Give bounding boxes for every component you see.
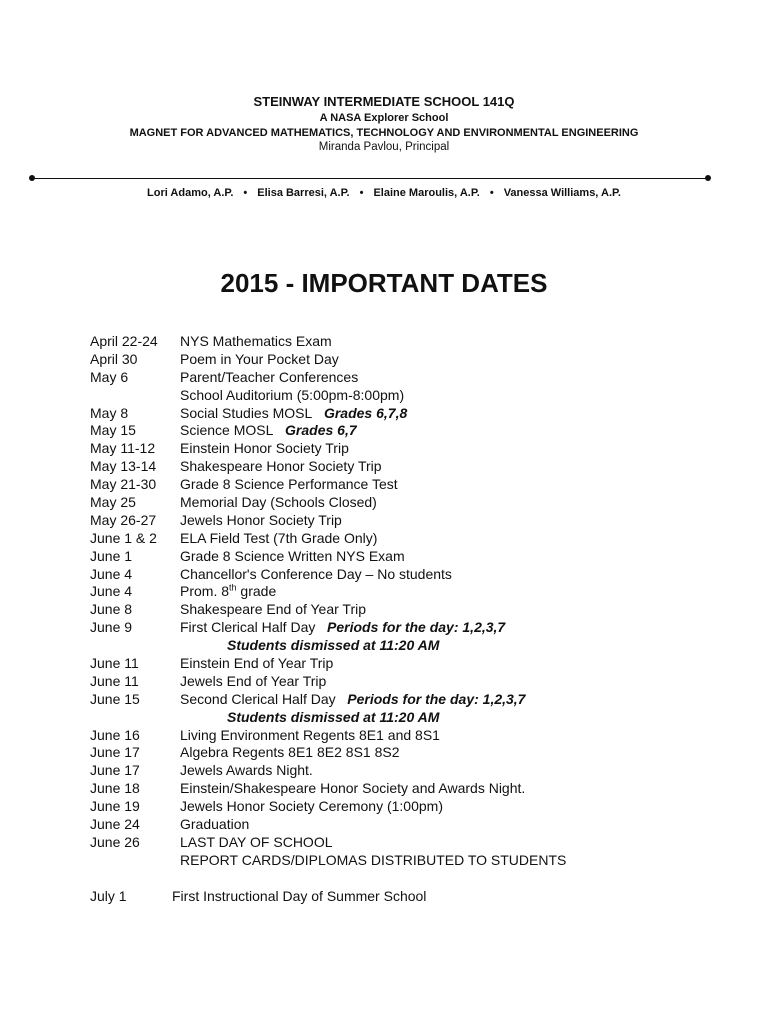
- bullet-separator: •: [243, 187, 248, 199]
- event-date: June 17: [90, 744, 140, 761]
- event-emphasis: Grades 6,7: [285, 422, 357, 439]
- list-item: [90, 548, 730, 566]
- page-title: 2015 - IMPORTANT DATES: [220, 268, 548, 298]
- event-description: Grade 8 Science Written NYS Exam: [180, 547, 405, 564]
- event-date: April 30: [90, 350, 138, 367]
- event-description: Prom. 8th grade: [180, 582, 277, 600]
- event-description: Chancellor's Conference Day – No students: [180, 565, 452, 582]
- event-description: ELA Field Test (7th Grade Only): [180, 529, 378, 546]
- event-description: NYS Mathematics Exam: [180, 333, 332, 349]
- event-description: School Auditorium (5:00pm-8:00pm): [180, 386, 405, 403]
- list-item: [90, 458, 730, 476]
- event-date: June 17: [90, 762, 140, 779]
- school-tagline: A NASA Explorer School: [319, 112, 449, 124]
- list-item: [90, 387, 730, 405]
- list-item: [90, 369, 730, 387]
- event-description: First Instructional Day of Summer School: [172, 887, 427, 904]
- event-description: Shakespeare Honor Society Trip: [180, 458, 382, 475]
- dates-list: [90, 333, 730, 906]
- list-item: [90, 798, 730, 816]
- list-item: [90, 566, 730, 584]
- event-date: June 11: [90, 672, 139, 689]
- event-description: Grade 8 Science Performance Test: [180, 476, 398, 493]
- list-item: [90, 351, 730, 369]
- event-date: June 18: [90, 780, 140, 797]
- ap-name: Elaine Maroulis, A.P.: [373, 187, 480, 199]
- list-item: [90, 333, 730, 351]
- ap-name: Vanessa Williams, A.P.: [503, 187, 621, 199]
- event-description: Living Environment Regents 8E1 and 8S1: [180, 726, 440, 743]
- list-item: [90, 852, 730, 870]
- event-description: Algebra Regents 8E1 8E2 8S1 8S2: [180, 744, 400, 761]
- event-date: June 11: [90, 655, 139, 672]
- event-emphasis: Periods for the day: 1,2,3,7: [327, 619, 506, 636]
- list-item: [90, 601, 730, 619]
- bullet-separator: •: [359, 187, 364, 199]
- list-item: [90, 476, 730, 494]
- event-date: July 1: [90, 887, 127, 904]
- list-item: [90, 494, 730, 512]
- spacer: [90, 870, 730, 888]
- list-item: [90, 583, 730, 601]
- event-date: May 6: [90, 368, 129, 385]
- list-item: [90, 512, 730, 530]
- list-item: [90, 727, 730, 745]
- event-date: June 1 & 2: [90, 529, 157, 546]
- event-emphasis: Grades 6,7,8: [323, 404, 408, 421]
- list-item: [90, 405, 730, 423]
- event-description: LAST DAY OF SCHOOL: [180, 833, 333, 850]
- bullet-separator: •: [489, 187, 494, 199]
- superscript: th: [229, 582, 237, 593]
- event-date: May 21-30: [90, 476, 157, 493]
- event-date: June 16: [90, 726, 140, 743]
- event-date: May 26-27: [90, 511, 157, 528]
- event-description: Poem in Your Pocket Day: [180, 350, 339, 367]
- event-date: June 19: [90, 798, 140, 815]
- ap-name: Elisa Barresi, A.P.: [257, 187, 350, 199]
- event-date: June 4: [90, 583, 133, 600]
- event-description: Science MOSL Grades 6,7: [180, 422, 357, 439]
- divider-rule: [32, 178, 708, 179]
- event-description: Jewels End of Year Trip: [180, 672, 327, 689]
- event-date: June 8: [90, 601, 133, 618]
- event-date: May 8: [90, 404, 129, 421]
- list-item-continuation: [90, 709, 730, 727]
- list-item: [90, 691, 730, 709]
- event-date: June 26: [90, 833, 140, 850]
- event-date: May 15: [90, 422, 136, 439]
- dismissal-note: Students dismissed at 11:20 AM: [227, 637, 440, 654]
- list-item: [90, 440, 730, 458]
- principal-line: Miranda Pavlou, Principal: [318, 141, 450, 153]
- event-date: May 11-12: [90, 440, 156, 457]
- event-date: June 15: [90, 690, 140, 707]
- event-date: May 25: [90, 494, 136, 511]
- school-name: STEINWAY INTERMEDIATE SCHOOL 141Q: [253, 94, 515, 109]
- list-item: [90, 780, 730, 798]
- list-item: [90, 619, 730, 637]
- list-item: [90, 422, 730, 440]
- event-description: Second Clerical Half Day Periods for the day: 1,2,3,7: [180, 690, 526, 707]
- event-description: Graduation: [180, 816, 250, 833]
- event-emphasis: Periods for the day: 1,2,3,7: [347, 690, 526, 707]
- list-item-continuation: [90, 637, 730, 655]
- event-description: First Clerical Half Day Periods for the day: 1,2,3,7: [180, 619, 506, 636]
- event-date: June 9: [90, 619, 133, 636]
- event-date: June 24: [90, 816, 140, 833]
- event-date: May 13-14: [90, 458, 157, 475]
- event-description: Social Studies MOSL Grades 6,7,8: [180, 404, 408, 421]
- dismissal-note: Students dismissed at 11:20 AM: [227, 708, 440, 725]
- list-item: [90, 530, 730, 548]
- list-item: [90, 655, 730, 673]
- rule-right-dot: [705, 175, 711, 181]
- event-description: Einstein/Shakespeare Honor Society and Awards Night.: [180, 780, 526, 797]
- event-description: Jewels Awards Night.: [180, 762, 313, 779]
- event-date: June 4: [90, 565, 133, 582]
- list-item: [90, 888, 730, 906]
- list-item: [90, 834, 730, 852]
- list-item: [90, 816, 730, 834]
- event-date: April 22-24: [90, 333, 158, 349]
- list-item: [90, 762, 730, 780]
- event-description: Memorial Day (Schools Closed): [180, 494, 377, 511]
- event-description: REPORT CARDS/DIPLOMAS DISTRIBUTED TO STUDENTS: [180, 851, 567, 868]
- event-description: Jewels Honor Society Trip: [180, 511, 342, 528]
- event-description: Shakespeare End of Year Trip: [180, 601, 367, 618]
- list-item: [90, 673, 730, 691]
- magnet-line: MAGNET FOR ADVANCED MATHEMATICS, TECHNOLOGY AND ENVIRONMENTAL ENGINEERING: [129, 127, 639, 139]
- event-description: Einstein Honor Society Trip: [180, 440, 349, 457]
- assistant-principals: [0, 187, 768, 199]
- list-item: [90, 744, 730, 762]
- event-description: Einstein End of Year Trip: [180, 655, 334, 672]
- event-date: June 1: [90, 547, 133, 564]
- ap-name: Lori Adamo, A.P.: [147, 187, 234, 199]
- event-description: Parent/Teacher Conferences: [180, 368, 359, 385]
- event-description: Jewels Honor Society Ceremony (1:00pm): [180, 798, 443, 815]
